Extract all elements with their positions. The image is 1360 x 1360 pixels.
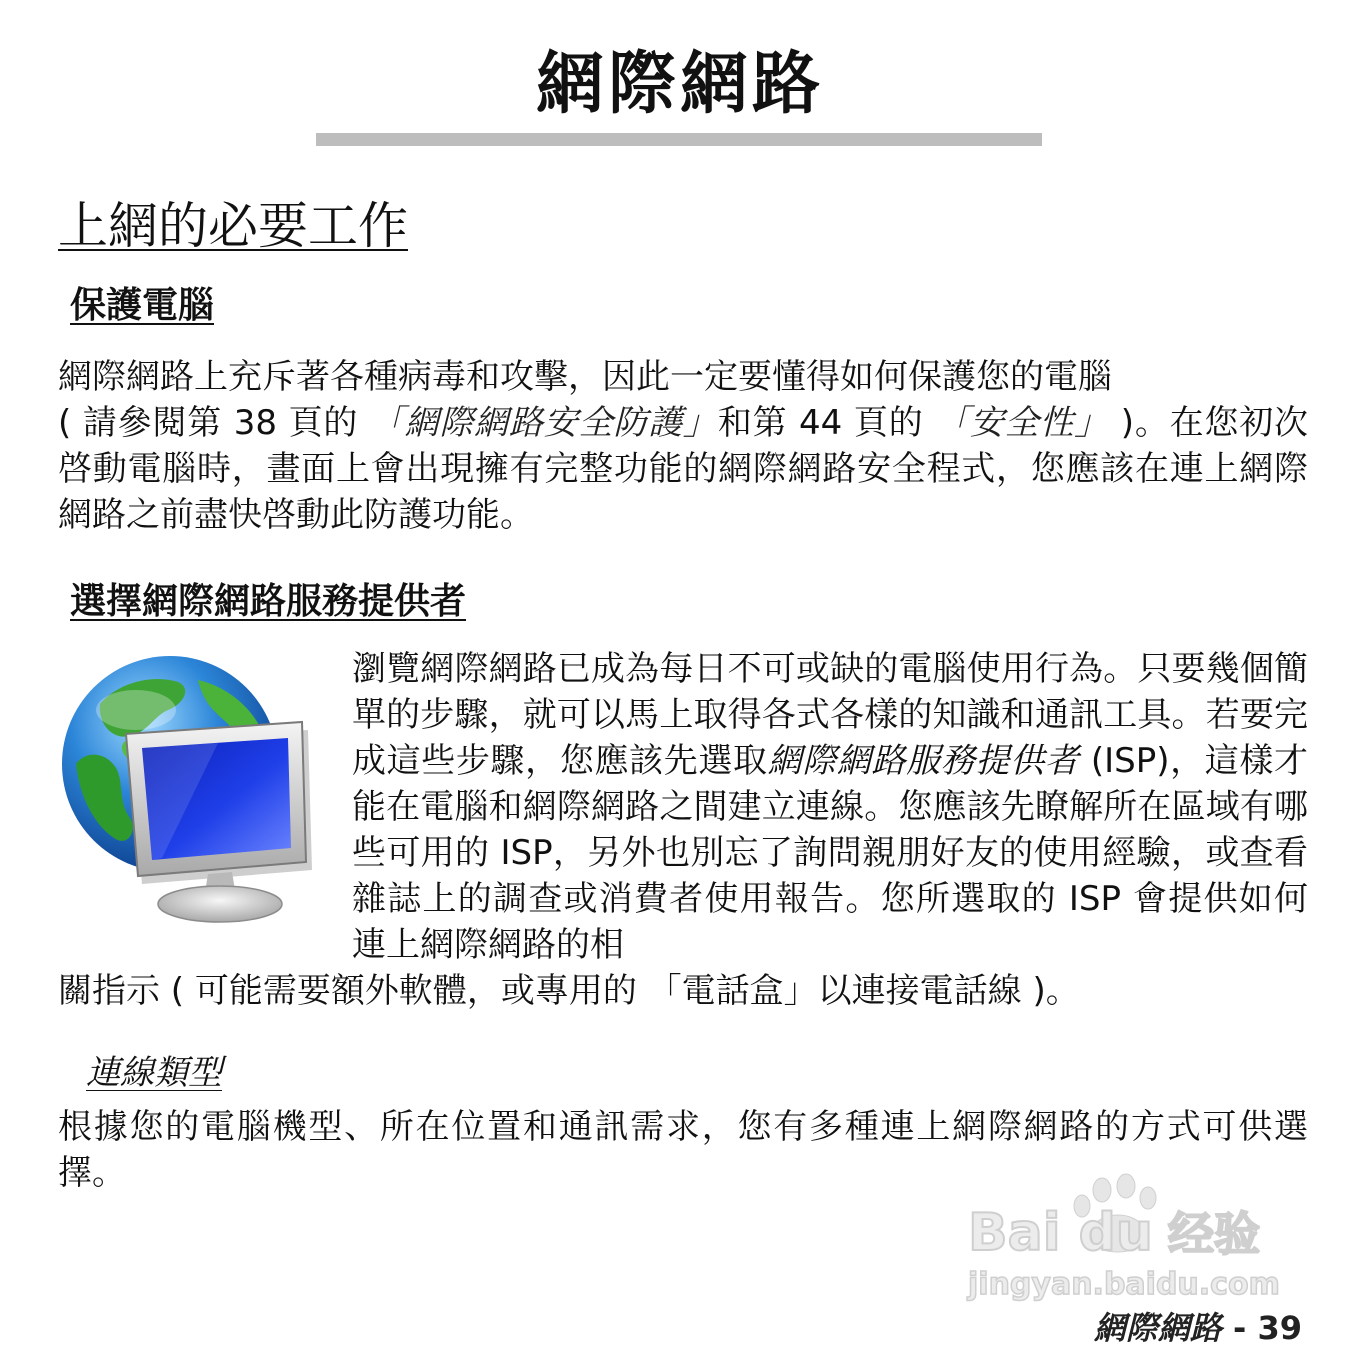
protect-text-b: 和第 44 頁的 [717, 403, 936, 443]
heading-connection-types: 連線類型 [86, 1053, 222, 1093]
watermark-url: jingyan.baidu.com [968, 1267, 1280, 1302]
paragraph-isp-continued: 關指示 ( 可能需要額外軟體，或專用的 「電話盒」以連接電話線 )。 [58, 971, 1080, 1011]
baidu-watermark-logo [962, 1172, 1282, 1312]
footer-separator: - [1221, 1309, 1258, 1347]
protect-text-c: )。在您初次啓動電腦時，畫面上會出現擁有完整功能的網際網路安全程式，您應該在連上網際網路之前盡快啓動此防護功能。 [58, 403, 1309, 535]
footer-page-number: 39 [1257, 1309, 1302, 1347]
protect-text-a: ( 請參閱第 38 頁的 [58, 403, 370, 443]
isp-text-b: (ISP)，這樣才能在電腦和網際網路之間建立連線。您應該先瞭解所在區域有哪些可用的 ISP，另外也別忘了詢問親朋好友的使用經驗，或查看雜誌上的調查或消費者使用報告。您所選取的 ISP 會提供如何連上網際網路的相 [352, 741, 1309, 965]
globe-computer-icon [58, 652, 328, 928]
paragraph-connection-types: 根據您的電腦機型、所在位置和通訊需求，您有多種連上網際網路的方式可供選擇。 [58, 1107, 1308, 1193]
paragraph-isp-wrapped [352, 646, 1308, 968]
title-rule [316, 133, 1042, 146]
paragraph-protect [58, 354, 1308, 538]
protect-line1: 網際網路上充斥著各種病毒和攻擊，因此一定要懂得如何保護您的電腦 [58, 357, 1112, 397]
watermark-suffix: 经验 [1168, 1207, 1260, 1261]
section-title: 上網的必要工作 [58, 197, 408, 255]
protect-ref-internet-security: 「網際網路安全防護」 [369, 403, 718, 443]
page-title: 網際網路 [535, 45, 824, 124]
heading-protect-computer: 保護電腦 [70, 285, 215, 326]
page-footer [1094, 1306, 1302, 1350]
isp-term: 網際網路服務提供者 [767, 741, 1080, 781]
isp-text-a: 瀏覽網際網路已成為每日不可或缺的電腦使用行為。只要幾個簡單的步驟，就可以馬上取得各式各樣的知識和通訊工具。若要完成這些步驟，您應該先選取 [352, 649, 1308, 781]
watermark-brand: Bai du [968, 1203, 1153, 1263]
footer-section-name: 網際網路 [1093, 1309, 1222, 1347]
heading-choose-isp: 選擇網際網路服務提供者 [70, 581, 467, 622]
protect-ref-security: 「安全性」 [935, 403, 1110, 443]
